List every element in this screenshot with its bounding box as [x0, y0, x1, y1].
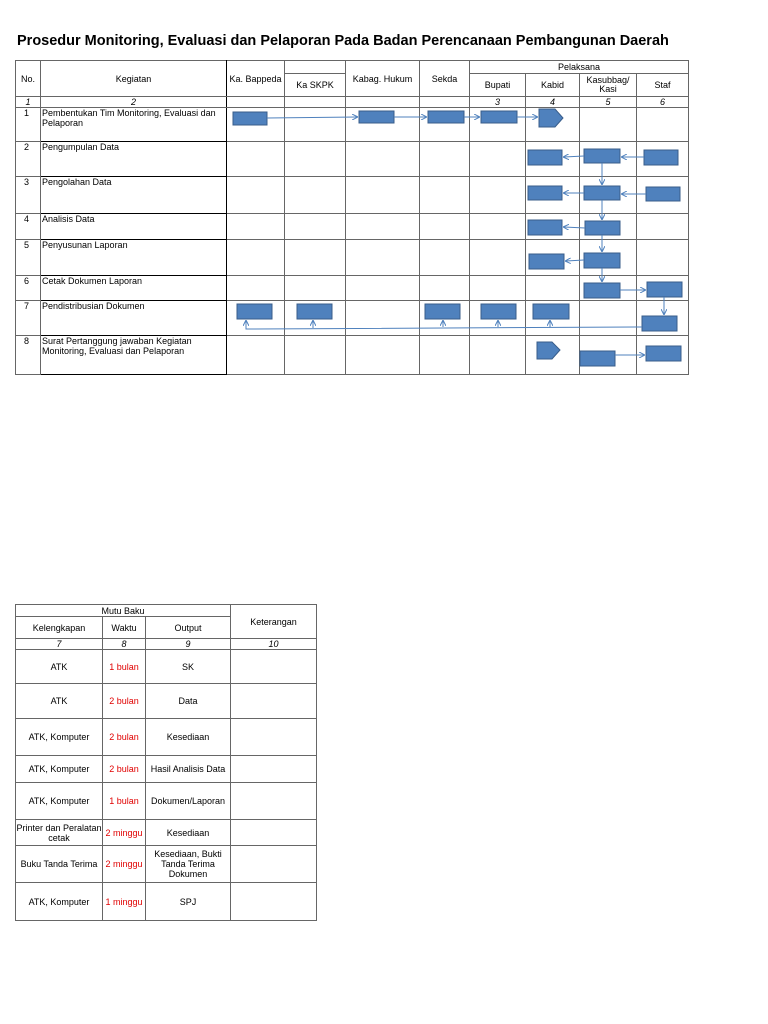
index-cell: 7: [16, 639, 103, 650]
header-staf: Staf: [637, 74, 689, 97]
output-cell: Dokumen/Laporan: [146, 783, 231, 820]
waktu-cell: 1 bulan: [103, 650, 146, 684]
keterangan-cell: [231, 820, 317, 846]
keterangan-cell: [231, 684, 317, 719]
table-row: [16, 684, 317, 719]
header-kabag-hukum: Kabag. Hukum: [346, 61, 420, 97]
table-row: [16, 240, 689, 276]
table-row: [16, 214, 689, 240]
table-row: [16, 301, 689, 336]
waktu-cell: 2 bulan: [103, 684, 146, 719]
row-activity: Pengolahan Data: [41, 177, 227, 214]
row-number: 7: [16, 301, 41, 336]
index-cell: 1: [16, 97, 41, 108]
output-cell: SPJ: [146, 883, 231, 921]
index-cell: 3: [470, 97, 526, 108]
row-number: 8: [16, 336, 41, 375]
output-cell: Kesediaan: [146, 719, 231, 756]
keterangan-cell: [231, 756, 317, 783]
header-waktu: Waktu: [103, 617, 146, 639]
table-row: [16, 719, 317, 756]
header-row-top: [16, 61, 689, 74]
index-cell: 10: [231, 639, 317, 650]
header-pelaksana: Pelaksana: [470, 61, 689, 74]
index-cell: [420, 97, 470, 108]
header-output: Output: [146, 617, 231, 639]
row-number: 3: [16, 177, 41, 214]
row-number: 6: [16, 276, 41, 301]
kelengkapan-cell: ATK, Komputer: [16, 719, 103, 756]
kelengkapan-cell: ATK: [16, 684, 103, 719]
row-activity: Analisis Data: [41, 214, 227, 240]
header-ka-skpk: Ka SKPK: [285, 74, 346, 97]
output-cell: Data: [146, 684, 231, 719]
row-number: 4: [16, 214, 41, 240]
kelengkapan-cell: ATK: [16, 650, 103, 684]
kelengkapan-cell: Buku Tanda Terima: [16, 846, 103, 883]
header-bupati: Bupati: [470, 74, 526, 97]
table-row: [16, 276, 689, 301]
table-row: [16, 336, 689, 375]
header-row-top: [16, 605, 317, 617]
header-ka-bappeda: Ka. Bappeda: [227, 61, 285, 97]
index-cell: 9: [146, 639, 231, 650]
index-cell: 5: [580, 97, 637, 108]
kelengkapan-cell: ATK, Komputer: [16, 783, 103, 820]
table-row: [16, 142, 689, 177]
waktu-cell: 2 bulan: [103, 719, 146, 756]
page-title: Prosedur Monitoring, Evaluasi dan Pelaporan Pada Badan Perencanaan Pembangunan Daerah: [17, 33, 669, 49]
index-row: [16, 97, 689, 108]
index-cell: [227, 97, 285, 108]
index-cell: 6: [637, 97, 689, 108]
keterangan-cell: [231, 650, 317, 684]
procedure-table: [15, 60, 689, 375]
header-blank: [285, 61, 346, 74]
table-row: [16, 820, 317, 846]
keterangan-cell: [231, 783, 317, 820]
kelengkapan-cell: ATK, Komputer: [16, 756, 103, 783]
index-row: [16, 639, 317, 650]
header-keterangan: Keterangan: [231, 605, 317, 639]
index-cell: 8: [103, 639, 146, 650]
index-cell: [285, 97, 346, 108]
output-cell: SK: [146, 650, 231, 684]
output-cell: Kesediaan, Bukti Tanda Terima Dokumen: [146, 846, 231, 883]
index-cell: 4: [526, 97, 580, 108]
table-row: [16, 650, 317, 684]
header-mutu-baku: Mutu Baku: [16, 605, 231, 617]
waktu-cell: 1 bulan: [103, 783, 146, 820]
keterangan-cell: [231, 846, 317, 883]
row-number: 5: [16, 240, 41, 276]
kelengkapan-cell: Printer dan Peralatan cetak: [16, 820, 103, 846]
header-no: No.: [16, 61, 41, 97]
row-activity: Pengumpulan Data: [41, 142, 227, 177]
table-row: [16, 177, 689, 214]
keterangan-cell: [231, 883, 317, 921]
table-row: [16, 108, 689, 142]
header-sekda: Sekda: [420, 61, 470, 97]
table-row: [16, 756, 317, 783]
index-cell: [346, 97, 420, 108]
keterangan-cell: [231, 719, 317, 756]
index-cell: 2: [41, 97, 227, 108]
output-cell: Hasil Analisis Data: [146, 756, 231, 783]
header-kasubbag: Kasubbag/ Kasi: [580, 74, 637, 97]
waktu-cell: 1 minggu: [103, 883, 146, 921]
table-row: [16, 883, 317, 921]
waktu-cell: 2 minggu: [103, 820, 146, 846]
header-kabid: Kabid: [526, 74, 580, 97]
table-row: [16, 783, 317, 820]
waktu-cell: 2 bulan: [103, 756, 146, 783]
header-kelengkapan: Kelengkapan: [16, 617, 103, 639]
table-row: [16, 846, 317, 883]
row-activity: Cetak Dokumen Laporan: [41, 276, 227, 301]
row-activity: Pembentukan Tim Monitoring, Evaluasi dan Pelaporan: [41, 108, 227, 142]
kelengkapan-cell: ATK, Komputer: [16, 883, 103, 921]
waktu-cell: 2 minggu: [103, 846, 146, 883]
output-cell: Kesediaan: [146, 820, 231, 846]
row-activity: Pendistribusian Dokumen: [41, 301, 227, 336]
row-activity: Surat Pertanggung jawaban Kegiatan Monitoring, Evaluasi dan Pelaporan: [41, 336, 227, 375]
row-activity: Penyusunan Laporan: [41, 240, 227, 276]
row-number: 1: [16, 108, 41, 142]
row-number: 2: [16, 142, 41, 177]
header-kegiatan: Kegiatan: [41, 61, 227, 97]
quality-standard-table: [15, 604, 317, 921]
